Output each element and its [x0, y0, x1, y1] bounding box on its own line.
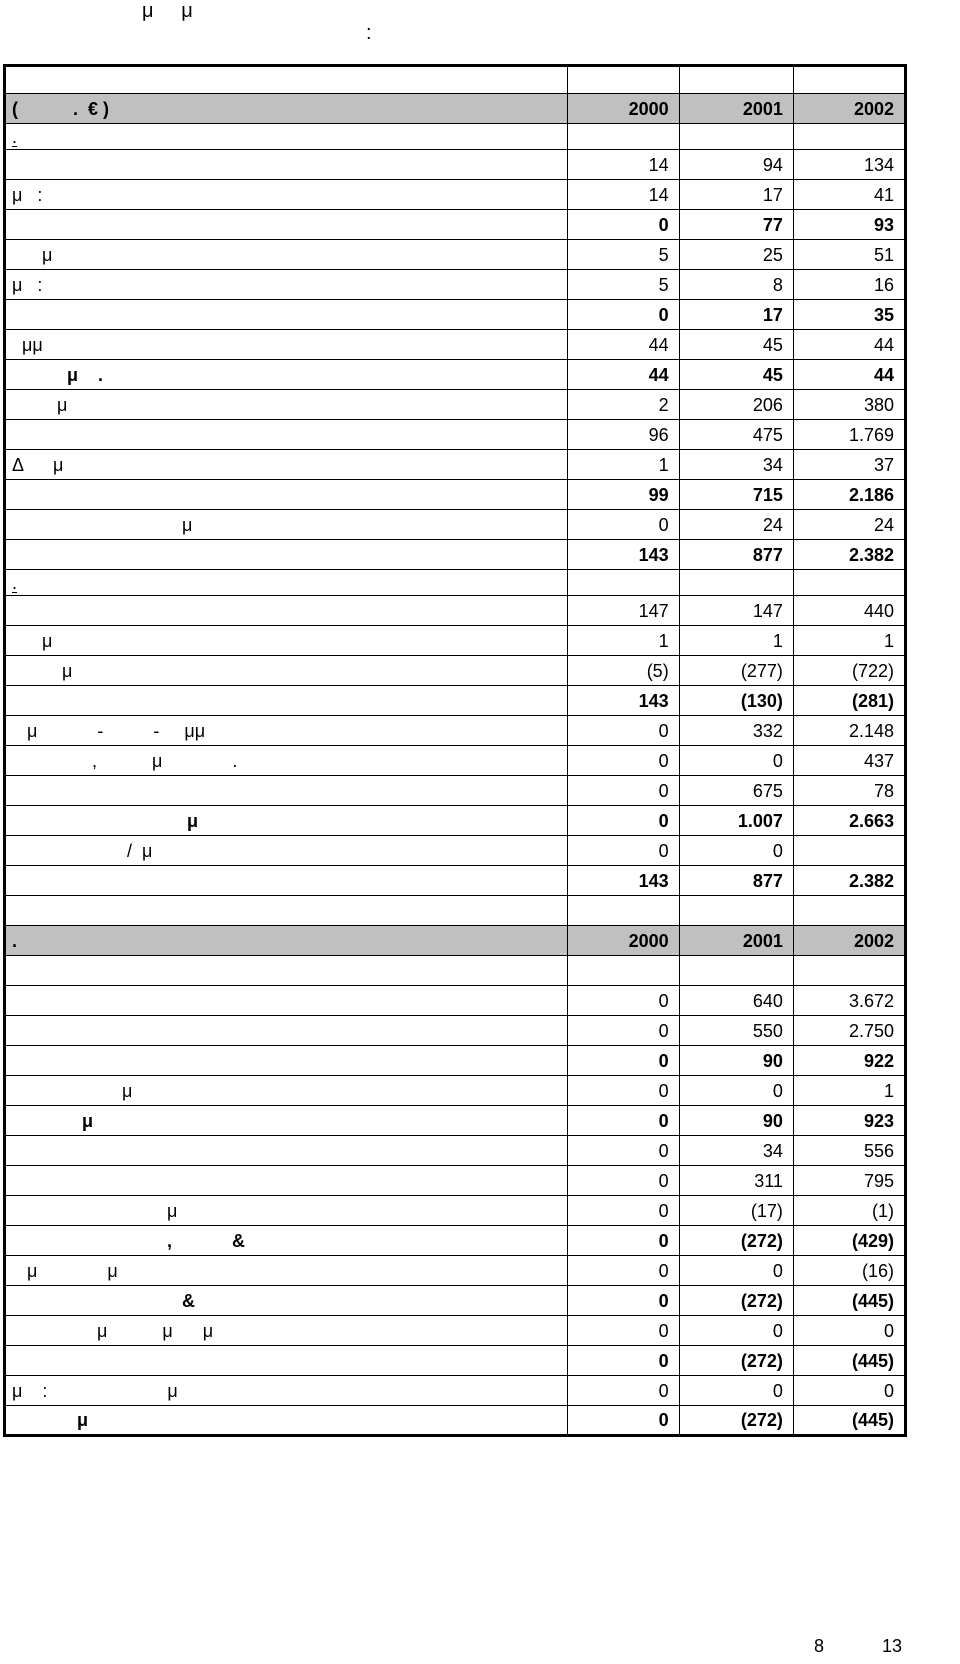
value-cell: 715 [679, 480, 793, 510]
value-cell: 14 [567, 150, 679, 180]
table-row [5, 270, 906, 300]
value-cell [793, 836, 905, 866]
value-cell: 41 [793, 180, 905, 210]
value-cell: 332 [679, 716, 793, 746]
row-label [5, 1016, 568, 1046]
value-cell: 5 [567, 270, 679, 300]
value-cell: 440 [793, 596, 905, 626]
value-cell: (445) [793, 1346, 905, 1376]
row-label [5, 686, 568, 716]
table-row [5, 686, 906, 716]
empty-cell [679, 956, 793, 986]
row-label [5, 1136, 568, 1166]
empty-cell [567, 124, 679, 150]
value-cell: 1.769 [793, 420, 905, 450]
table-row [5, 360, 906, 390]
value-cell: 2.382 [793, 540, 905, 570]
row-label [5, 866, 568, 896]
table-row [5, 1226, 906, 1256]
value-cell: 0 [567, 1166, 679, 1196]
value-cell: 0 [567, 1016, 679, 1046]
value-cell: 2.382 [793, 866, 905, 896]
table-row [5, 776, 906, 806]
spacer-row [5, 956, 906, 986]
value-cell: 2002 [793, 94, 905, 124]
value-cell: 0 [679, 746, 793, 776]
value-cell: 45 [679, 330, 793, 360]
value-cell: 0 [567, 1346, 679, 1376]
value-cell: (17) [679, 1196, 793, 1226]
page-number: 8 [814, 1636, 825, 1656]
value-cell: (272) [679, 1226, 793, 1256]
empty-cell [567, 956, 679, 986]
value-cell: 147 [679, 596, 793, 626]
row-label [5, 1166, 568, 1196]
value-cell: 17 [679, 300, 793, 330]
table-row [5, 510, 906, 540]
value-cell: (16) [793, 1256, 905, 1286]
section-heading: . [12, 572, 18, 593]
table-row [5, 1376, 906, 1406]
row-label [5, 1046, 568, 1076]
empty-cell [793, 66, 905, 94]
value-cell: 0 [679, 1256, 793, 1286]
value-cell: 0 [567, 746, 679, 776]
value-cell: 0 [567, 806, 679, 836]
table-row [5, 746, 906, 776]
row-label: μ [5, 1106, 568, 1136]
table-row [5, 866, 906, 896]
empty-cell [679, 124, 793, 150]
value-cell: 380 [793, 390, 905, 420]
table-row [5, 716, 906, 746]
value-cell: 93 [793, 210, 905, 240]
row-label [5, 776, 568, 806]
row-label [5, 300, 568, 330]
table-row [5, 210, 906, 240]
table-row [5, 1016, 906, 1046]
value-cell: 45 [679, 360, 793, 390]
value-cell: 90 [679, 1106, 793, 1136]
value-cell: 0 [567, 1046, 679, 1076]
value-cell: 5 [567, 240, 679, 270]
value-cell: 311 [679, 1166, 793, 1196]
value-cell: 0 [793, 1316, 905, 1346]
row-label: μ : μ [5, 1376, 568, 1406]
value-cell: 0 [567, 986, 679, 1016]
row-label: μ . [5, 360, 568, 390]
value-cell: 2001 [679, 926, 793, 956]
value-cell: 795 [793, 1166, 905, 1196]
value-cell: (130) [679, 686, 793, 716]
row-label: μ [5, 1406, 568, 1436]
value-cell: (277) [679, 656, 793, 686]
value-cell: 35 [793, 300, 905, 330]
row-label: . [5, 926, 568, 956]
value-cell: 556 [793, 1136, 905, 1166]
label-cell [5, 124, 568, 150]
value-cell: (429) [793, 1226, 905, 1256]
value-cell: 1 [793, 626, 905, 656]
value-cell: 134 [793, 150, 905, 180]
table-row [5, 1136, 906, 1166]
page-total: 13 [882, 1636, 903, 1656]
table-row [5, 806, 906, 836]
row-label [5, 150, 568, 180]
row-label: μ [5, 240, 568, 270]
value-cell: 2 [567, 390, 679, 420]
value-cell: (281) [793, 686, 905, 716]
value-cell: 44 [567, 360, 679, 390]
value-cell: 2001 [679, 94, 793, 124]
empty-cell [567, 66, 679, 94]
value-cell: 0 [567, 716, 679, 746]
value-cell: 437 [793, 746, 905, 776]
value-cell: 8 [679, 270, 793, 300]
table-row [5, 1106, 906, 1136]
table-row [5, 1406, 906, 1436]
value-cell: 34 [679, 450, 793, 480]
value-cell: 2000 [567, 94, 679, 124]
value-cell: 550 [679, 1016, 793, 1046]
row-label: μ [5, 626, 568, 656]
value-cell: 640 [679, 986, 793, 1016]
value-cell: 51 [793, 240, 905, 270]
value-cell: 2002 [793, 926, 905, 956]
table-row [5, 1196, 906, 1226]
row-label [5, 540, 568, 570]
value-cell: 14 [567, 180, 679, 210]
value-cell: 475 [679, 420, 793, 450]
value-cell: 1 [793, 1076, 905, 1106]
value-cell: 90 [679, 1046, 793, 1076]
row-label: μ : [5, 270, 568, 300]
value-cell: 2000 [567, 926, 679, 956]
value-cell: 0 [793, 1376, 905, 1406]
value-cell: 0 [567, 210, 679, 240]
table-row [5, 420, 906, 450]
value-cell: 877 [679, 540, 793, 570]
label-cell [5, 570, 568, 596]
document-heading: μ μ [142, 0, 193, 22]
value-cell: (722) [793, 656, 905, 686]
value-cell: 0 [679, 1376, 793, 1406]
value-cell: 0 [567, 1136, 679, 1166]
value-cell: 44 [793, 360, 905, 390]
value-cell: 24 [679, 510, 793, 540]
value-cell: 0 [567, 1076, 679, 1106]
value-cell: 0 [567, 1406, 679, 1436]
row-label: ( . € ) [5, 94, 568, 124]
empty-cell [567, 570, 679, 596]
empty-cell [679, 66, 793, 94]
table-row [5, 1286, 906, 1316]
value-cell: 17 [679, 180, 793, 210]
value-cell: 0 [679, 1316, 793, 1346]
value-cell: 3.672 [793, 986, 905, 1016]
value-cell: 877 [679, 866, 793, 896]
value-cell: 0 [567, 510, 679, 540]
table-row [5, 1046, 906, 1076]
table-row [5, 1316, 906, 1346]
table-row [5, 986, 906, 1016]
table-row [5, 330, 906, 360]
value-cell: 147 [567, 596, 679, 626]
row-label: & [5, 1286, 568, 1316]
value-cell: 44 [793, 330, 905, 360]
row-label [5, 986, 568, 1016]
value-cell: 1 [679, 626, 793, 656]
section-row [5, 124, 906, 150]
value-cell: 0 [567, 836, 679, 866]
value-cell: (272) [679, 1346, 793, 1376]
row-label: μμ [5, 330, 568, 360]
value-cell: (272) [679, 1406, 793, 1436]
value-cell: 143 [567, 866, 679, 896]
value-cell: 44 [567, 330, 679, 360]
value-cell: 78 [793, 776, 905, 806]
value-cell: 1 [567, 450, 679, 480]
value-cell: 923 [793, 1106, 905, 1136]
row-label [5, 480, 568, 510]
value-cell: 0 [567, 1286, 679, 1316]
row-label: μ [5, 510, 568, 540]
row-label: μ : [5, 180, 568, 210]
table-row [5, 150, 906, 180]
value-cell: 206 [679, 390, 793, 420]
value-cell: (272) [679, 1286, 793, 1316]
row-label: , μ . [5, 746, 568, 776]
value-cell: 37 [793, 450, 905, 480]
value-cell: 16 [793, 270, 905, 300]
table-row [5, 480, 906, 510]
table-row [5, 540, 906, 570]
value-cell: 77 [679, 210, 793, 240]
table-row [5, 300, 906, 330]
table-row [5, 836, 906, 866]
row-label: μ [5, 1196, 568, 1226]
value-cell: 99 [567, 480, 679, 510]
table-row [5, 656, 906, 686]
empty-cell [793, 956, 905, 986]
value-cell: 922 [793, 1046, 905, 1076]
document-subheading: : [366, 22, 372, 44]
row-label: Δ μ [5, 450, 568, 480]
value-cell: 0 [567, 1226, 679, 1256]
table-row [5, 1076, 906, 1106]
value-cell: 143 [567, 540, 679, 570]
value-cell: 143 [567, 686, 679, 716]
row-label: , & [5, 1226, 568, 1256]
empty-cell [679, 570, 793, 596]
label-cell [5, 896, 568, 926]
value-cell: 0 [567, 1106, 679, 1136]
value-cell: (445) [793, 1286, 905, 1316]
value-cell: 34 [679, 1136, 793, 1166]
value-cell: 2.186 [793, 480, 905, 510]
row-label [5, 210, 568, 240]
value-cell: (445) [793, 1406, 905, 1436]
value-cell: 0 [567, 1256, 679, 1286]
value-cell: (1) [793, 1196, 905, 1226]
empty-cell [567, 896, 679, 926]
label-cell [5, 956, 568, 986]
row-label: μ [5, 656, 568, 686]
financial-statements-table [3, 64, 907, 1437]
value-cell: 675 [679, 776, 793, 806]
section-row [5, 570, 906, 596]
value-cell: 0 [567, 1376, 679, 1406]
table-row [5, 240, 906, 270]
value-cell: 24 [793, 510, 905, 540]
value-cell: 0 [567, 300, 679, 330]
value-cell: 0 [679, 836, 793, 866]
row-label: μ μ μ [5, 1316, 568, 1346]
table-row [5, 180, 906, 210]
row-label: μ [5, 806, 568, 836]
value-cell: 96 [567, 420, 679, 450]
spacer-row [5, 66, 906, 94]
header-row [5, 94, 906, 124]
value-cell: 25 [679, 240, 793, 270]
table-row [5, 626, 906, 656]
empty-cell [679, 896, 793, 926]
value-cell: 2.663 [793, 806, 905, 836]
table-row [5, 1346, 906, 1376]
row-label [5, 1346, 568, 1376]
value-cell: (5) [567, 656, 679, 686]
table-row [5, 390, 906, 420]
row-label: μ [5, 390, 568, 420]
empty-cell [793, 570, 905, 596]
value-cell: 2.148 [793, 716, 905, 746]
row-label: / μ [5, 836, 568, 866]
empty-cell [793, 124, 905, 150]
header-row [5, 926, 906, 956]
value-cell: 0 [567, 776, 679, 806]
value-cell: 0 [567, 1316, 679, 1346]
value-cell: 1 [567, 626, 679, 656]
row-label: μ μ [5, 1256, 568, 1286]
value-cell: 94 [679, 150, 793, 180]
row-label: μ [5, 1076, 568, 1106]
row-label: μ - - μμ [5, 716, 568, 746]
table-row [5, 596, 906, 626]
spacer-row [5, 896, 906, 926]
label-cell [5, 66, 568, 94]
table-row [5, 1256, 906, 1286]
row-label [5, 420, 568, 450]
section-heading: . [12, 126, 18, 147]
empty-cell [793, 896, 905, 926]
row-label [5, 596, 568, 626]
value-cell: 2.750 [793, 1016, 905, 1046]
value-cell: 1.007 [679, 806, 793, 836]
value-cell: 0 [679, 1076, 793, 1106]
value-cell: 0 [567, 1196, 679, 1226]
table-row [5, 1166, 906, 1196]
table-row [5, 450, 906, 480]
